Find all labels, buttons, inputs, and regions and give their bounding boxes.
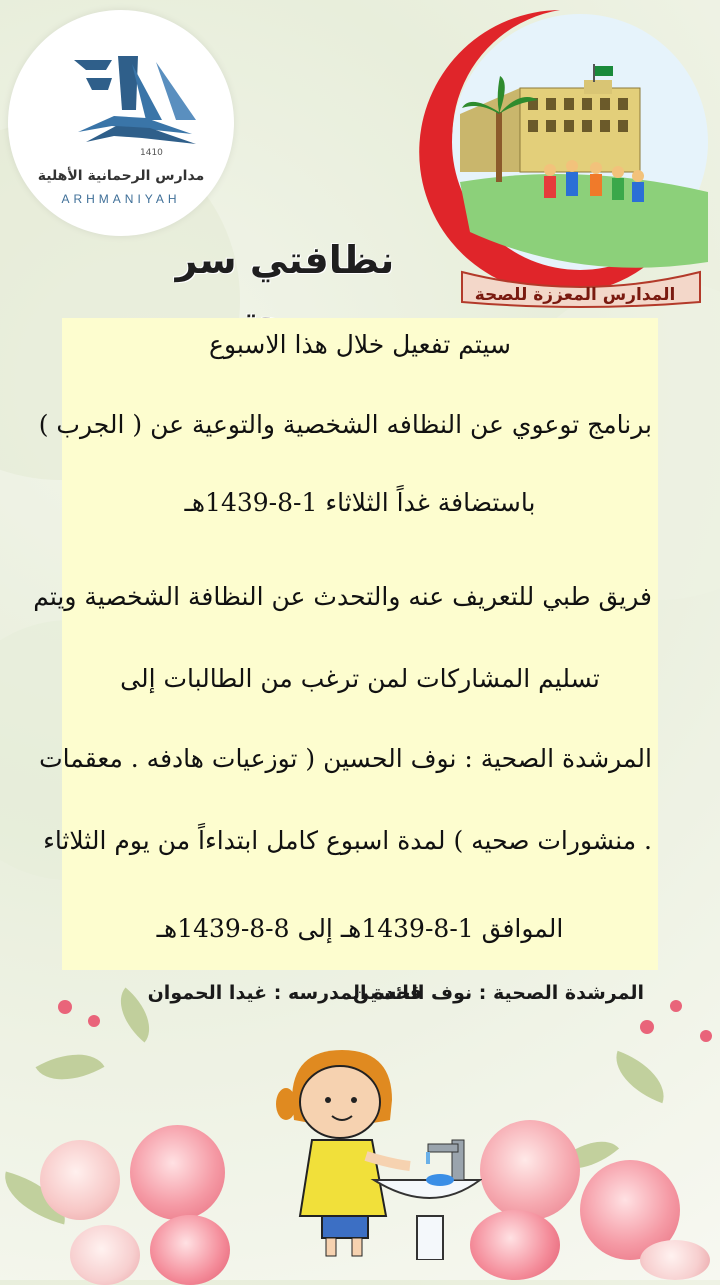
healthy-schools-badge xyxy=(410,2,710,312)
book-logo-icon xyxy=(66,50,202,160)
school-logo xyxy=(8,10,234,236)
bud-flower xyxy=(700,1030,712,1042)
rose-flower xyxy=(40,1140,120,1220)
bud-flower xyxy=(88,1015,100,1027)
announcement-panel xyxy=(33,318,658,970)
signature-line xyxy=(84,982,644,1018)
announcement-line: برنامج توعوي عن النظافه الشخصية والتوعية عن ( الجرب ) xyxy=(38,410,652,439)
girl-washing-hands-illustration xyxy=(262,1040,482,1260)
rose-flower xyxy=(480,1120,580,1220)
announcement-line: المرشدة الصحية : نوف الحسين ( توزعيات هادفه . معقمات xyxy=(39,744,652,773)
principal-signature: قائدة المدرسه : غيدا الحموان xyxy=(147,982,422,1004)
counselor-signature: المرشدة الصحية : نوف الحسين. xyxy=(345,982,644,1004)
rose-flower xyxy=(640,1240,710,1280)
logo-english-name: ARHMANIYAH xyxy=(61,192,181,206)
rose-flower xyxy=(150,1215,230,1285)
bud-flower xyxy=(58,1000,72,1014)
announcement-line: سيتم تفعيل خلال هذا الاسبوع xyxy=(209,330,511,359)
slogan-title: نظافتي سر xyxy=(175,238,395,282)
announcement-line: . منشورات صحيه ) لمدة اسبوع كامل ابتداءاً من يوم الثلاثاء xyxy=(43,826,652,855)
rose-flower xyxy=(470,1210,560,1280)
bud-flower xyxy=(640,1020,654,1034)
rose-flower xyxy=(130,1125,225,1220)
bud-flower xyxy=(670,1000,682,1012)
announcement-line: تسليم المشاركات لمن ترغب من الطالبات إلى xyxy=(120,664,600,693)
rose-flower xyxy=(70,1225,140,1285)
announcement-line: باستضافة غداً الثلاثاء 1-8-1439هـ xyxy=(184,488,536,517)
announcement-line: فريق طبي للتعريف عنه والتحدث عن النظافة الشخصية ويتم xyxy=(33,582,652,611)
announcement-line: الموافق 1-8-1439هـ إلى 8-8-1439هـ xyxy=(156,914,564,943)
logo-year: 1410 xyxy=(140,148,163,158)
badge-label: المدارس المعززة للصحة xyxy=(474,285,676,305)
logo-arabic-name: مدارس الرحمانية الأهلية xyxy=(37,168,205,184)
leaf-decoration xyxy=(36,1037,105,1096)
leaf-decoration xyxy=(606,1051,674,1103)
